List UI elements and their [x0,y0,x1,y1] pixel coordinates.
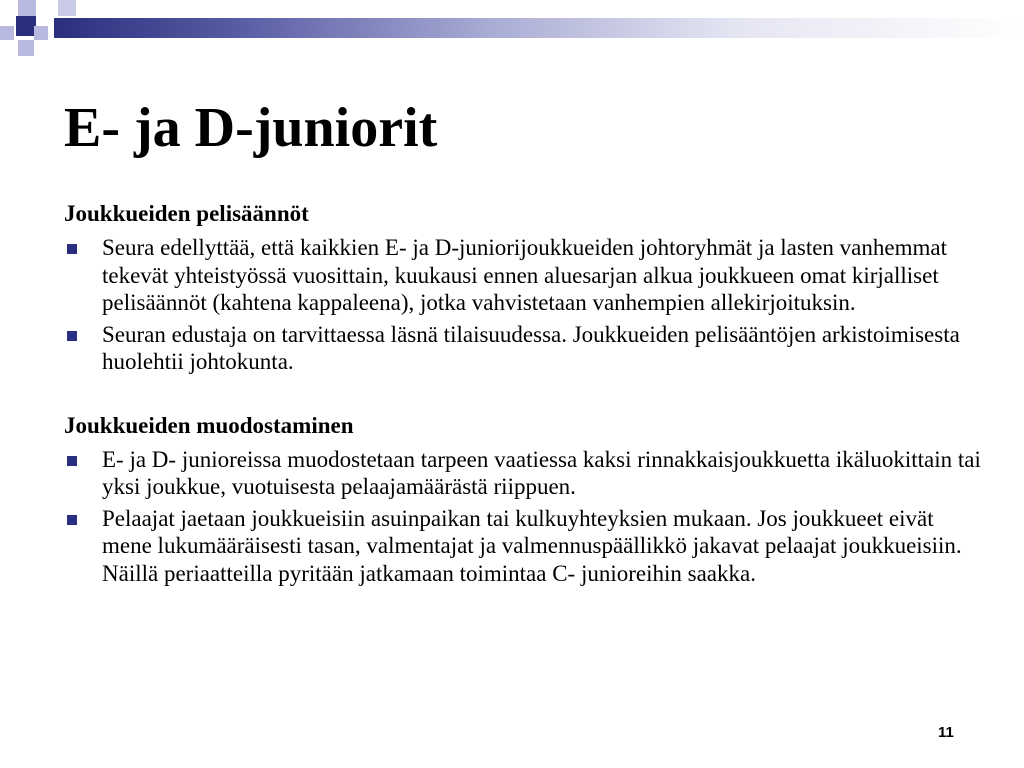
section-team-forming [64,410,984,588]
decor-square [16,16,36,36]
square-bullet-icon [67,456,77,466]
square-bullet-icon [67,331,77,341]
square-bullet-icon [67,244,77,254]
decor-square [0,26,14,40]
list-item [64,505,984,588]
slide-number: 11 [938,724,954,741]
list-item [64,446,984,501]
decor-square [40,0,58,18]
section-spacer [64,376,984,410]
bullet-text: Pelaajat jaetaan joukkueisiin asuinpaikan tai kulkuyhteyksien mukaan. Jos joukkueet eivät mene lukumääräisesti tasan, valmentajat ja valmennuspäällikkö jakavat pelaajat joukkueisiin. Näillä periaatteilla pyritään jatkamaan toimintaa C- junioreihin saakka. [102,505,962,586]
list-item [64,234,984,317]
list-item [64,321,984,376]
decor-square [58,0,76,16]
slide-title: E- ja D-juniorit [64,97,438,159]
section-heading: Joukkueiden pelisäännöt [64,201,309,226]
bullet-list [64,446,984,588]
header-gradient-bar [54,18,1024,38]
decor-square [36,40,54,58]
bullet-text: Seuran edustaja on tarvittaessa läsnä tilaisuudessa. Joukkueiden pelisääntöjen arkistoimisesta huolehtii johtokunta. [102,321,960,374]
decor-square [18,40,34,56]
section-rules [64,198,984,376]
bullet-text: E- ja D- junioreissa muodostetaan tarpeen vaatiessa kaksi rinnakkaisjoukkuetta ikäluokittain tai yksi joukkue, vuotuisesta pelaajamäärästä riippuen. [102,446,981,499]
slide-content [64,198,984,587]
square-bullet-icon [67,515,77,525]
bullet-list [64,234,984,376]
bullet-text: Seura edellyttää, että kaikkien E- ja D-juniorijoukkueiden johtoryhmät ja lasten vanhemmat tekevät yhteistyössä vuosittain, kuukausi ennen aluesarjan alkua joukkueen omat kirjalliset pelisäännöt (kahtena kappaleena), jotka vahvistetaan vanhempien allekirjoituksin. [102,235,947,315]
section-heading: Joukkueiden muodostaminen [64,412,354,438]
decor-square [34,26,48,40]
